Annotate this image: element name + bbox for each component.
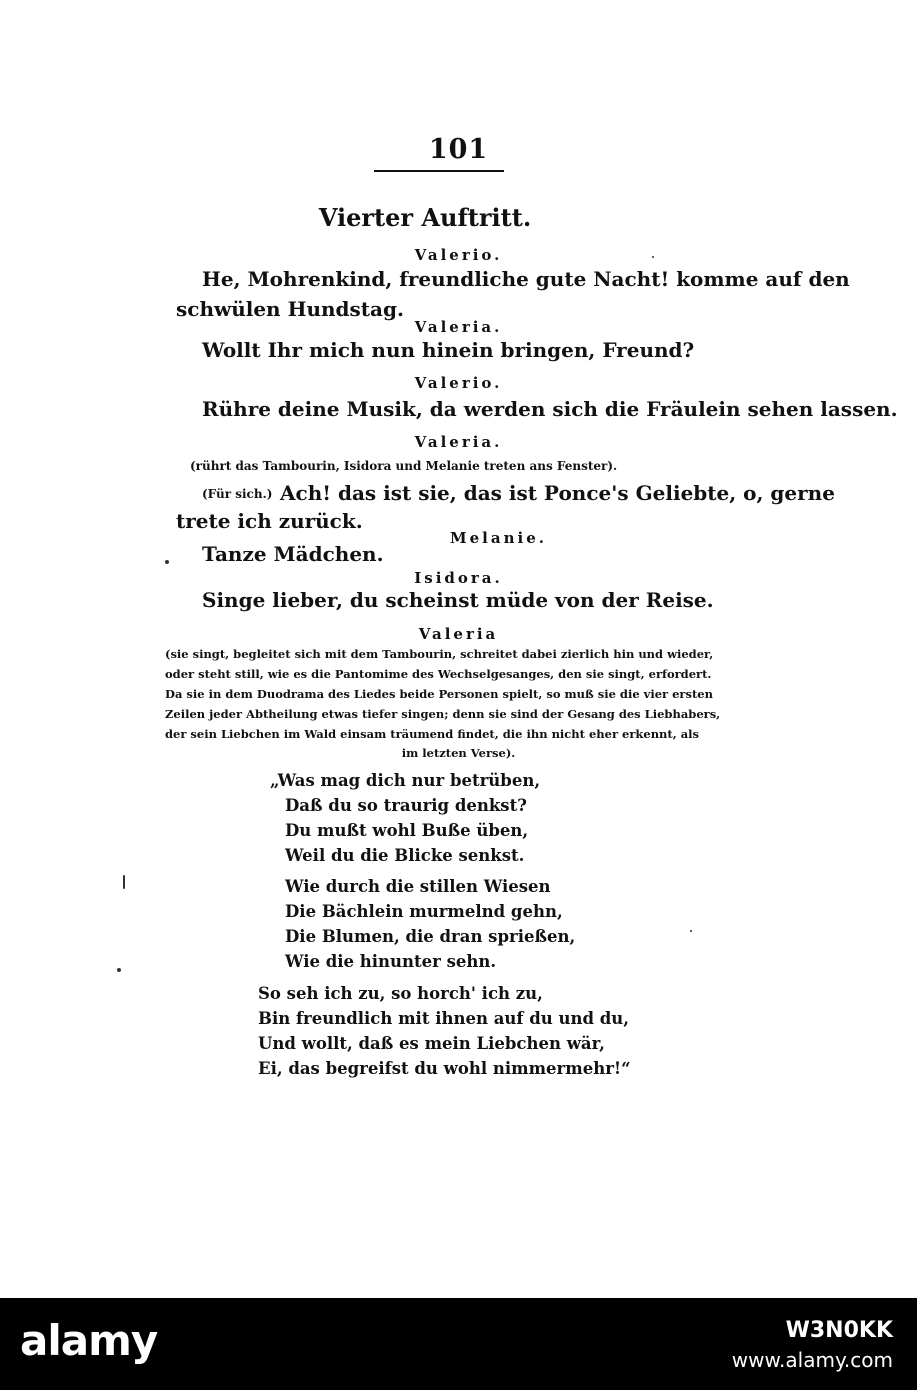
dialog-line: schwülen Hundstag. — [176, 297, 404, 321]
stage-direction-line: im letzten Verse). — [401, 746, 516, 760]
scan-speck — [165, 560, 169, 564]
stage-direction-line: Da sie in dem Duodrama des Liedes beide Personen spielt, so muß sie die vier ersten — [165, 687, 713, 701]
poem-line: Die Bächlein murmelnd gehn, — [285, 902, 563, 921]
aside-direction: (Für sich.) — [202, 487, 273, 501]
scene-heading: Vierter Auftritt. — [318, 203, 532, 232]
speaker-valeria-3: Valeria — [418, 625, 499, 643]
watermark-logo: alamy — [20, 1316, 158, 1365]
speaker-melanie: Melanie. — [450, 529, 547, 547]
dialog-line: trete ich zurück. — [176, 509, 363, 533]
speaker-valerio-1: Valerio. — [414, 246, 503, 264]
poem-line: Bin freundlich mit ihnen auf du und du, — [258, 1009, 630, 1028]
stage-direction-line: der sein Liebchen im Wald einsam träumend findet, die ihn nicht eher erkennt, als — [165, 727, 700, 741]
scan-speck — [123, 875, 125, 889]
poem-line: Wie die hinunter sehn. — [285, 952, 497, 971]
page-number-rule — [374, 170, 504, 172]
dialog-line: He, Mohrenkind, freundliche gute Nacht! komme auf den — [202, 267, 850, 291]
dialog-line: Singe lieber, du scheinst müde von der Reise. — [202, 588, 714, 612]
poem-line: Wie durch die stillen Wiesen — [285, 877, 551, 896]
scan-speck — [652, 256, 654, 258]
dialog-line: Wollt Ihr mich nun hinein bringen, Freund? — [202, 338, 695, 362]
dialog-line: Rühre deine Musik, da werden sich die Fräulein sehen lassen. — [202, 397, 898, 421]
stage-direction-line: Zeilen jeder Abtheilung etwas tiefer singen; denn sie sind der Gesang des Liebhabers, — [165, 707, 721, 721]
dialog-line: Tanze Mädchen. — [202, 542, 384, 566]
poem-line: Ei, das begreifst du wohl nimmermehr!“ — [258, 1059, 631, 1078]
scan-speck — [690, 930, 692, 932]
poem-line: Die Blumen, die dran sprießen, — [285, 927, 576, 946]
image-id: W3N0KK — [785, 1318, 893, 1343]
dialog-line: Ach! das ist sie, das ist Ponce's Geliebte, o, gerne — [280, 481, 835, 505]
poem-line: „Was mag dich nur betrüben, — [270, 771, 541, 790]
speaker-valeria-1: Valeria. — [414, 318, 503, 336]
poem-line: Und wollt, daß es mein Liebchen wär, — [258, 1034, 605, 1053]
speaker-valeria-2: Valeria. — [414, 433, 503, 451]
speaker-isidora: Isidora. — [414, 569, 503, 587]
poem-line: Weil du die Blicke senkst. — [285, 846, 525, 865]
poem-line: Du mußt wohl Buße üben, — [285, 821, 529, 840]
stage-direction-line: oder steht still, wie es die Pantomime des Wechselgesanges, den sie singt, erfordert. — [165, 667, 712, 681]
site-url: www.alamy.com — [731, 1348, 893, 1372]
stage-direction: (rührt das Tambourin, Isidora und Melanie treten ans Fenster). — [190, 459, 618, 473]
poem-line: Daß du so traurig denkst? — [285, 796, 527, 815]
stage-direction-line: (sie singt, begleitet sich mit dem Tambourin, schreitet dabei zierlich hin und wieder, — [165, 647, 714, 661]
scan-speck — [117, 968, 121, 972]
speaker-valerio-2: Valerio. — [414, 374, 503, 392]
page-number: 101 — [428, 134, 489, 165]
poem-line: So seh ich zu, so horch' ich zu, — [258, 984, 543, 1003]
